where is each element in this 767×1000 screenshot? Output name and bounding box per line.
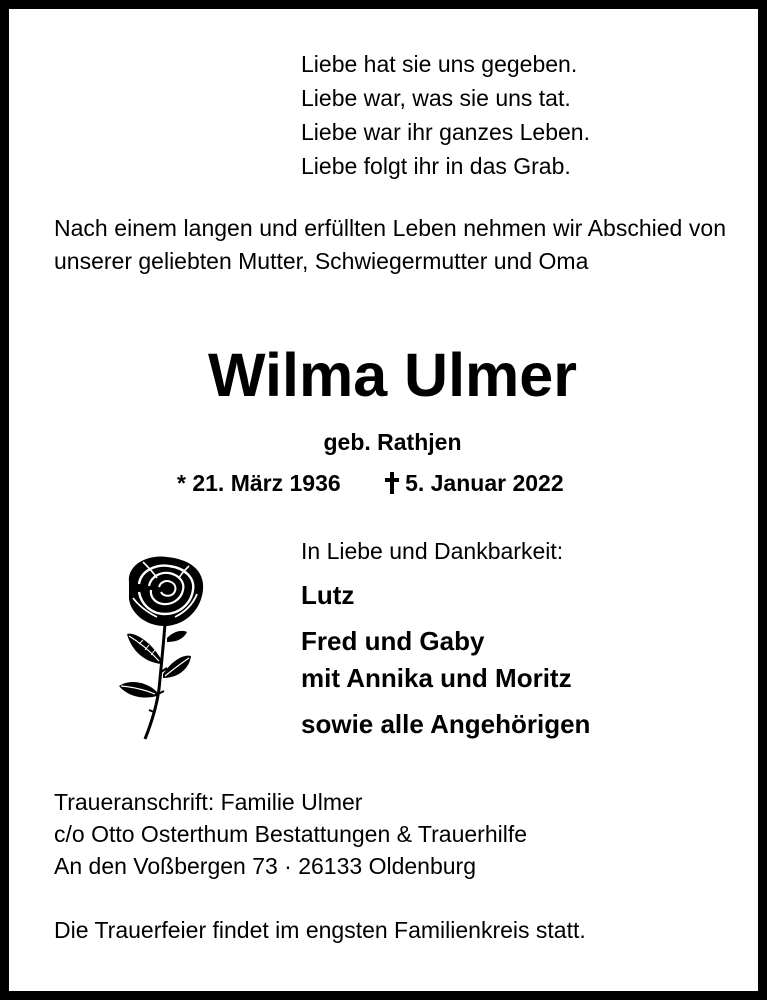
- address-line: An den Voßbergen 73 · 26133 Oldenburg: [54, 853, 476, 879]
- life-dates: [177, 468, 564, 498]
- mourner-line: Fred und Gaby: [301, 626, 485, 656]
- deceased-name: Wilma Ulmer: [208, 341, 577, 409]
- mourner-line: mit Annika und Moritz: [301, 663, 572, 693]
- death-date: 5. Januar 2022: [405, 470, 564, 496]
- funeral-note: Die Trauerfeier findet im engsten Familienkreis statt.: [54, 917, 586, 943]
- cross-icon: [385, 472, 399, 494]
- address-line: c/o Otto Osterthum Bestattungen & Trauerhilfe: [54, 821, 528, 847]
- poem-line: Liebe war ihr ganzes Leben.: [301, 119, 590, 145]
- death-date-group: [385, 470, 564, 496]
- mourning-address: [54, 786, 527, 882]
- birth-date: * 21. März 1936: [177, 470, 341, 496]
- poem-line: Liebe war, was sie uns tat.: [301, 85, 571, 111]
- intro-text: Nach einem langen und erfüllten Leben nehmen wir Abschied von unserer geliebten Mutter, Schwiegermutter und Oma: [54, 215, 726, 274]
- poem: [301, 47, 590, 183]
- poem-line: Liebe folgt ihr in das Grab.: [301, 153, 571, 179]
- mourner-line: Lutz: [301, 580, 355, 610]
- thanks-heading: In Liebe und Dankbarkeit:: [301, 538, 564, 564]
- rose-icon: [109, 554, 219, 744]
- mourner-line: sowie alle Angehörigen: [301, 709, 591, 739]
- poem-line: Liebe hat sie uns gegeben.: [301, 51, 578, 77]
- address-line: Traueranschrift: Familie Ulmer: [54, 789, 363, 815]
- maiden-name: geb. Rathjen: [323, 429, 462, 455]
